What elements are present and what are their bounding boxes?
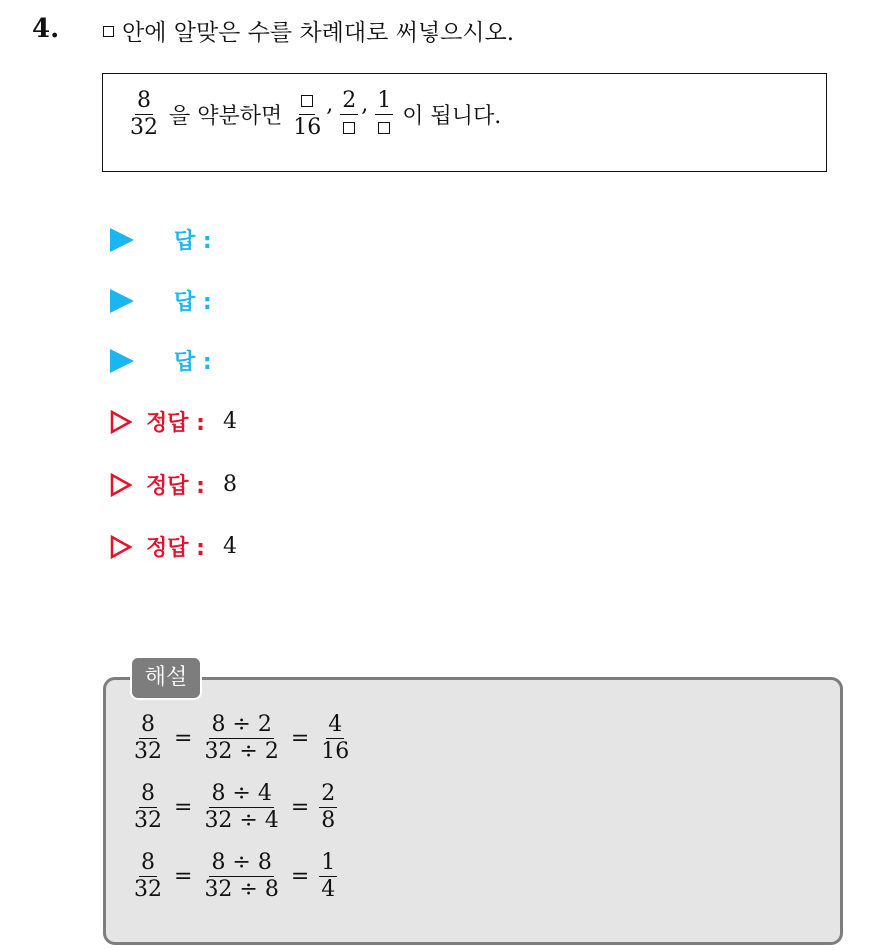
correct-row-2 bbox=[110, 469, 237, 500]
fraction-given bbox=[128, 88, 160, 141]
play-triangle-icon bbox=[110, 228, 134, 252]
equals-sign: = bbox=[174, 726, 193, 751]
fraction-division bbox=[202, 850, 280, 903]
correct-value: 4 bbox=[222, 409, 237, 434]
answer-label: 답 : bbox=[174, 290, 212, 315]
simplify-text: 을 약분하면 bbox=[169, 104, 283, 129]
answer-row-3[interactable] bbox=[110, 345, 212, 376]
denominator: 32 bbox=[130, 115, 158, 140]
fraction-original bbox=[132, 781, 164, 834]
numerator: 2 bbox=[321, 781, 336, 806]
blank-box-icon bbox=[103, 26, 114, 37]
fraction-original bbox=[132, 850, 164, 903]
numerator: 8 ÷ 2 bbox=[211, 712, 272, 737]
blank-box-icon bbox=[378, 122, 390, 134]
equation-row-3 bbox=[126, 850, 343, 903]
correct-row-3 bbox=[110, 531, 237, 562]
denominator: 32 ÷ 2 bbox=[204, 739, 279, 764]
equals-sign: = bbox=[290, 864, 310, 889]
outline-triangle-icon bbox=[110, 410, 132, 434]
play-triangle-icon bbox=[110, 289, 134, 313]
answer-label: 답 : bbox=[174, 229, 212, 254]
equals-sign: = bbox=[174, 864, 193, 889]
correct-label: 정답 : bbox=[146, 474, 205, 499]
blank-box-icon bbox=[343, 122, 355, 134]
numerator: 8 bbox=[141, 712, 155, 737]
answer-label: 답 : bbox=[174, 350, 212, 375]
answer-row-2[interactable] bbox=[110, 285, 212, 316]
correct-value: 8 bbox=[222, 472, 237, 497]
answer-row-1[interactable] bbox=[110, 224, 212, 255]
equals-sign: = bbox=[290, 795, 310, 820]
numerator: 8 bbox=[141, 781, 155, 806]
question-prompt bbox=[103, 14, 514, 47]
correct-row-1 bbox=[110, 406, 237, 437]
denominator: 32 bbox=[134, 739, 162, 764]
denominator: 32 ÷ 8 bbox=[204, 877, 279, 902]
prompt-text: 안에 알맞은 수를 차례대로 써넣으시오. bbox=[122, 20, 515, 46]
denominator-blank bbox=[341, 115, 357, 141]
denominator: 32 bbox=[134, 808, 162, 833]
correct-label: 정답 : bbox=[146, 536, 205, 561]
fraction-original bbox=[132, 712, 164, 765]
numerator: 1 bbox=[377, 88, 392, 113]
numerator: 8 bbox=[137, 88, 151, 113]
correct-label: 정답 : bbox=[146, 411, 205, 436]
fraction-blank-1 bbox=[291, 88, 323, 141]
comma: , bbox=[326, 92, 334, 117]
question-number: 4. bbox=[32, 14, 60, 44]
fraction-result bbox=[319, 781, 337, 834]
fraction-result bbox=[319, 712, 351, 765]
fraction-division bbox=[202, 712, 280, 765]
denominator: 16 bbox=[321, 739, 350, 764]
denominator: 16 bbox=[293, 115, 322, 140]
numerator: 8 bbox=[141, 850, 155, 875]
explanation-tag: 해설 bbox=[130, 656, 202, 700]
fraction-blank-2 bbox=[340, 88, 358, 141]
numerator: 8 ÷ 8 bbox=[211, 850, 272, 875]
correct-value: 4 bbox=[222, 534, 237, 559]
numerator: 1 bbox=[321, 850, 336, 875]
equals-sign: = bbox=[174, 795, 193, 820]
denominator-blank bbox=[376, 115, 392, 141]
problem-box bbox=[102, 73, 827, 172]
outline-triangle-icon bbox=[110, 535, 132, 559]
equation-row-1 bbox=[126, 712, 357, 765]
equals-sign: = bbox=[290, 726, 310, 751]
numerator: 8 ÷ 4 bbox=[211, 781, 272, 806]
numerator: 4 bbox=[328, 712, 343, 737]
denominator: 32 bbox=[134, 877, 162, 902]
outline-triangle-icon bbox=[110, 473, 132, 497]
blank-box-icon bbox=[301, 95, 313, 107]
equation-row-2 bbox=[126, 781, 343, 834]
fraction-division bbox=[202, 781, 280, 834]
denominator: 4 bbox=[321, 877, 336, 902]
fraction-result bbox=[319, 850, 337, 903]
comma: , bbox=[361, 92, 369, 117]
numerator-blank bbox=[299, 88, 315, 115]
fraction-blank-3 bbox=[375, 88, 393, 141]
numerator: 2 bbox=[342, 88, 357, 113]
denominator: 32 ÷ 4 bbox=[204, 808, 279, 833]
play-triangle-icon bbox=[110, 349, 134, 373]
ending-text: 이 됩니다. bbox=[402, 104, 502, 129]
problem-statement bbox=[125, 88, 507, 141]
denominator: 8 bbox=[321, 808, 336, 833]
